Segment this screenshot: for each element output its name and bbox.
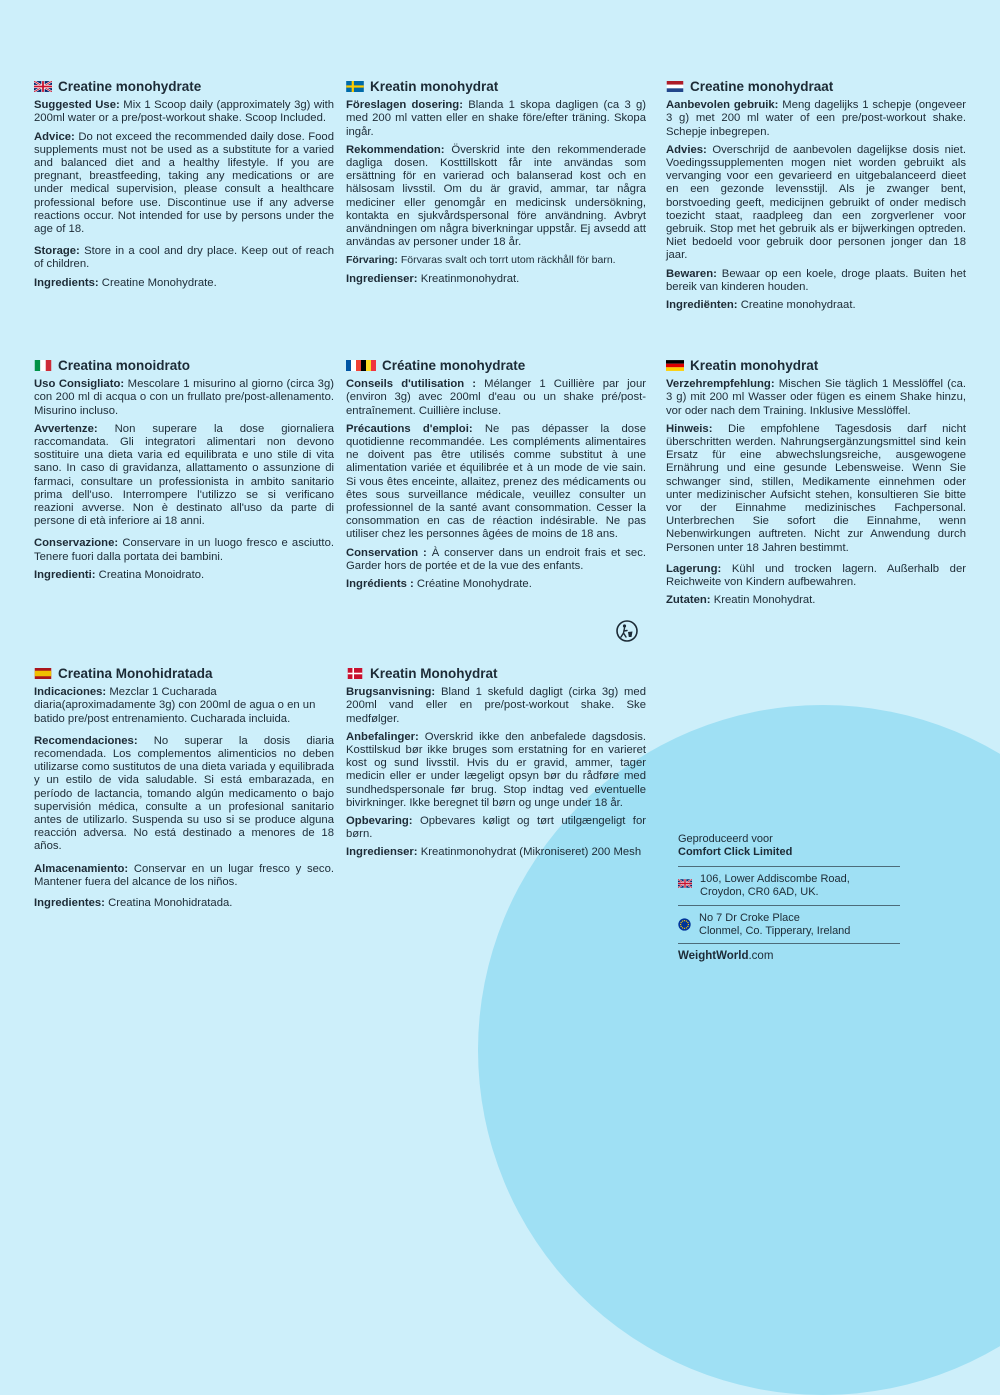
address-line: 106, Lower Addiscombe Road, xyxy=(700,872,850,885)
suggested-use: Verzehrempfehlung: Mischen Sie täglich 1 Messlöffel (ca. 3 g) mit 200 ml Wasser oder fügen es einem Shake hinzu, vor oder nach dem Training. Inklusive Messlöffel. xyxy=(666,378,966,417)
sweden-flag-icon xyxy=(346,81,364,92)
section-title: Kreatin monohydrat xyxy=(690,358,819,373)
advice: Hinweis: Die empfohlene Tagesdosis darf nicht überschritten werden. Nahrungsergänzungsmittel sind kein Ersatz für eine abwechslungsreiche, ausgewogene Ernährung und eine gesunde Lebensweise. Wenn Sie schwanger sind, stillen, Medikamente einnehmen oder unter medizinischer Aufsicht stehen, konsultieren Sie bitte vor der Einnahme medizinisches Fachpersonal. Unterbrechen Sie sofort die Einnahme, wenn Nebenwirkungen auftreten. Nicht zur Anwendung durch Personen unter 18 Jahren bestimmt. xyxy=(666,422,966,554)
uk-flag-icon xyxy=(678,873,692,892)
ingredients: Ingrediënten: Creatine monohydraat. xyxy=(666,299,856,312)
section-german xyxy=(666,359,966,612)
suggested-use: Uso Consigliato: Mescolare 1 misurino al giorno (circa 3g) con 200 ml di acqua o con un frullato pre/post-allenamento. Misurino incluso. xyxy=(34,378,334,417)
storage: Lagerung: Kühl und trocken lagern. Außerhalb der Reichweite von Kindern aufbewahren. xyxy=(666,562,966,589)
divider xyxy=(678,905,900,906)
storage: Almacenamiento: Conservar en un lugar fresco y seco. Mantener fuera del alcance de los niños. xyxy=(34,862,334,888)
section-spanish xyxy=(34,667,334,915)
section-french xyxy=(346,359,646,596)
ingredients: Zutaten: Kreatin Monohydrat. xyxy=(666,594,816,607)
advice: Rekommendation: Överskrid inte den rekommenderade dagliga dosen. Kosttillskott får inte användas som ersättning för en varierad och balanserad kost och en hälsosam livsstil. Om du är gravid, ammar, tar några mediciner eller genomgår en medicinsk undersökning, kontakta en sjukvårdspersonal före användning. Avbryt användningen om några biverkningar uppstår. Ej avsedd att användas av personer under 18 år. xyxy=(346,143,646,249)
spain-flag-icon xyxy=(34,668,52,679)
section-title: Kreatin monohydrat xyxy=(370,79,499,94)
divider xyxy=(678,943,900,944)
manufacturer-info xyxy=(678,833,900,964)
netherlands-flag-icon xyxy=(666,81,684,92)
ingredients: Ingredienser: Kreatinmonohydrat (Mikroniseret) 200 Mesh xyxy=(346,846,642,859)
section-title: Créatine monohydrate xyxy=(382,358,526,373)
section-title: Creatina Monohidratada xyxy=(58,666,213,681)
produced-for-label: Geproduceerd voor xyxy=(678,833,773,845)
storage: Conservazione: Conservare in un luogo fresco e asciutto. Tenere fuori dalla portata dei bambini. xyxy=(34,537,334,563)
italy-flag-icon xyxy=(34,360,52,371)
storage: Conservation : À conserver dans un endroit frais et sec. Garder hors de portée et de la vue des enfants. xyxy=(346,546,646,572)
denmark-flag-icon xyxy=(346,668,364,679)
address-line: Clonmel, Co. Tipperary, Ireland xyxy=(699,925,851,938)
france-belgium-flag-icon xyxy=(346,360,376,371)
advice: Précautions d'emploi: Ne pas dépasser la dose quotidienne recommandée. Les compléments alimentaires ne doivent pas être utilisés comme substitut à une alimentation variée et équilibrée et à un mode de vie sain. Si vous êtes enceinte, allaitez, prenez des médicaments ou êtes sous surveillance médicale, veuillez consulter un professionnel de la santé avant consommation. Cesser la consommation en cas de réaction indésirable. Ne pas utiliser chez les personnes âgées de moins de 18 ans. xyxy=(346,422,646,541)
ingredients: Ingredients: Creatine Monohydrate. xyxy=(34,276,217,289)
advice: Recomendaciones: No superar la dosis diaria recomendada. Los complementos alimenticios no deben utilizarse como sustitutos de una dieta variada y equilibrada y un estilo de vida saludable. Si está embarazada, en período de lactancia, tomando algún medicamento o bajo supervisión médica, consulte a un profesional sanitario antes de utilizarlo. Suspenda su uso si se produce alguna reacción adversa. No está destinado a menores de 18 años. xyxy=(34,734,334,853)
divider xyxy=(678,866,900,867)
tidyman-recycle-icon xyxy=(616,620,638,642)
advice: Advice: Do not exceed the recommended daily dose. Food supplements must not be used as a substitute for a varied and balanced diet and a healthy lifestyle. If you are pregnant, breastfeeding, taking any medications or are under medical supervision, please consult a healthcare professional before use. Discontinue use if any adverse reactions occur. Not intended for use by persons under the age of 18. xyxy=(34,130,334,236)
suggested-use: Aanbevolen gebruik: Meng dagelijks 1 schepje (ongeveer 3 g) met 200 ml water of een pre/post-workout shake. Schepje inbegrepen. xyxy=(666,99,967,138)
brand-url: WeightWorld.com xyxy=(678,950,774,963)
section-swedish xyxy=(346,80,646,291)
section-title: Kreatin Monohydrat xyxy=(370,666,498,681)
address-line: Croydon, CR0 6AD, UK. xyxy=(700,886,819,899)
advice: Advies: Overschrijd de aanbevolen dagelijkse dosis niet. Voedingssupplementen mogen niet worden gebruikt als vervanging voor een gevarieerd en uitgebalanceerd dieet en een gezonde levensstijl. Als je zwanger bent, borstvoeding geeft, medicijnen gebruikt of onder medisch toezicht staat, raadpleeg dan een zorgverlener voor gebruik. Stop met het gebruik als er bijwerkingen optreden. Niet bedoeld voor gebruik door personen jonger dan 18 jaar. xyxy=(666,143,966,262)
suggested-use: Brugsanvisning: Bland 1 skefuld dagligt (cirka 3g) med 200ml vand eller en pre/post-workout shake. Ske medfølger. xyxy=(346,686,646,725)
suggested-use: Conseils d'utilisation : Mélanger 1 Cuillière par jour (environ 3g) avec 200ml d'eau ou un shake pré/post-entraînement. Cuillière incluse. xyxy=(346,378,646,417)
storage: Förvaring: Förvaras svalt och torrt utom räckhåll för barn. xyxy=(346,254,616,267)
advice: Avvertenze: Non superare la dose giornaliera raccomandata. Gli integratori alimentari non devono sostituire una dieta varia ed equilibrata e uno stile di vita sano. In caso di gravidanza, allattamento o assunzione di farmaci, consultare un professionista in ambito sanitario prima dell'uso. Interrompere l'utilizzo se si verificano reazioni avverse. Non è destinato all'uso da parte di persone di età inferiore ai 18 anni. xyxy=(34,422,334,528)
suggested-use: Indicaciones: Mezclar 1 Cucharada diaria(aproximadamente 3g) con 200ml de agua o en un batido pre/post entrenamiento. Cucharada incluida. xyxy=(34,686,316,725)
section-title: Creatine monohydrate xyxy=(58,79,202,94)
section-english xyxy=(34,80,334,295)
ingredients: Ingrédients : Créatine Monohydrate. xyxy=(346,578,532,591)
suggested-use: Suggested Use: Mix 1 Scoop daily (approximately 3g) with 200ml water or a pre/post-workout shake. Scoop Included. xyxy=(34,99,335,125)
ingredients: Ingredienser: Kreatinmonohydrat. xyxy=(346,272,520,285)
advice: Anbefalinger: Overskrid ikke den anbefalede dagsdosis. Kosttilskud bør ikke bruges som erstatning for en varieret kost og sund livsstil. Hvis du er gravid, ammer, tager medicin eller er under lægeligt opsyn bør du rådføre med sundhedspersonale før brug. Stop indtag ved eventuelle bivirkninger. Ikke beregnet til børn og unge under 18 år. xyxy=(346,730,646,809)
section-title: Creatina monoidrato xyxy=(58,358,191,373)
section-dutch xyxy=(666,80,966,317)
address-ireland xyxy=(678,906,900,944)
storage: Bewaren: Bewaar op een koele, droge plaats. Buiten het bereik van kinderen houden. xyxy=(666,267,966,293)
section-italian xyxy=(34,359,334,587)
address-line: No 7 Dr Croke Place xyxy=(699,911,800,924)
suggested-use: Föreslagen dosering: Blanda 1 skopa dagligen (ca 3 g) med 200 ml vatten eller en shake före/efter träning. Skopa ingår. xyxy=(346,99,647,138)
ingredients: Ingredienti: Creatina Monoidrato. xyxy=(34,568,205,581)
germany-flag-icon xyxy=(666,360,684,371)
ingredients: Ingredientes: Creatina Monohidratada. xyxy=(34,897,233,910)
uk-flag-icon xyxy=(34,81,52,92)
storage: Opbevaring: Opbevares køligt og tørt utilgængeligt for børn. xyxy=(346,815,646,841)
company-name: Comfort Click Limited xyxy=(678,846,793,859)
storage: Storage: Store in a cool and dry place. Keep out of reach of children. xyxy=(34,245,334,271)
section-title: Creatine monohydraat xyxy=(690,79,834,94)
section-danish xyxy=(346,667,646,865)
eu-flag-icon xyxy=(678,912,691,935)
address-uk xyxy=(678,867,900,905)
